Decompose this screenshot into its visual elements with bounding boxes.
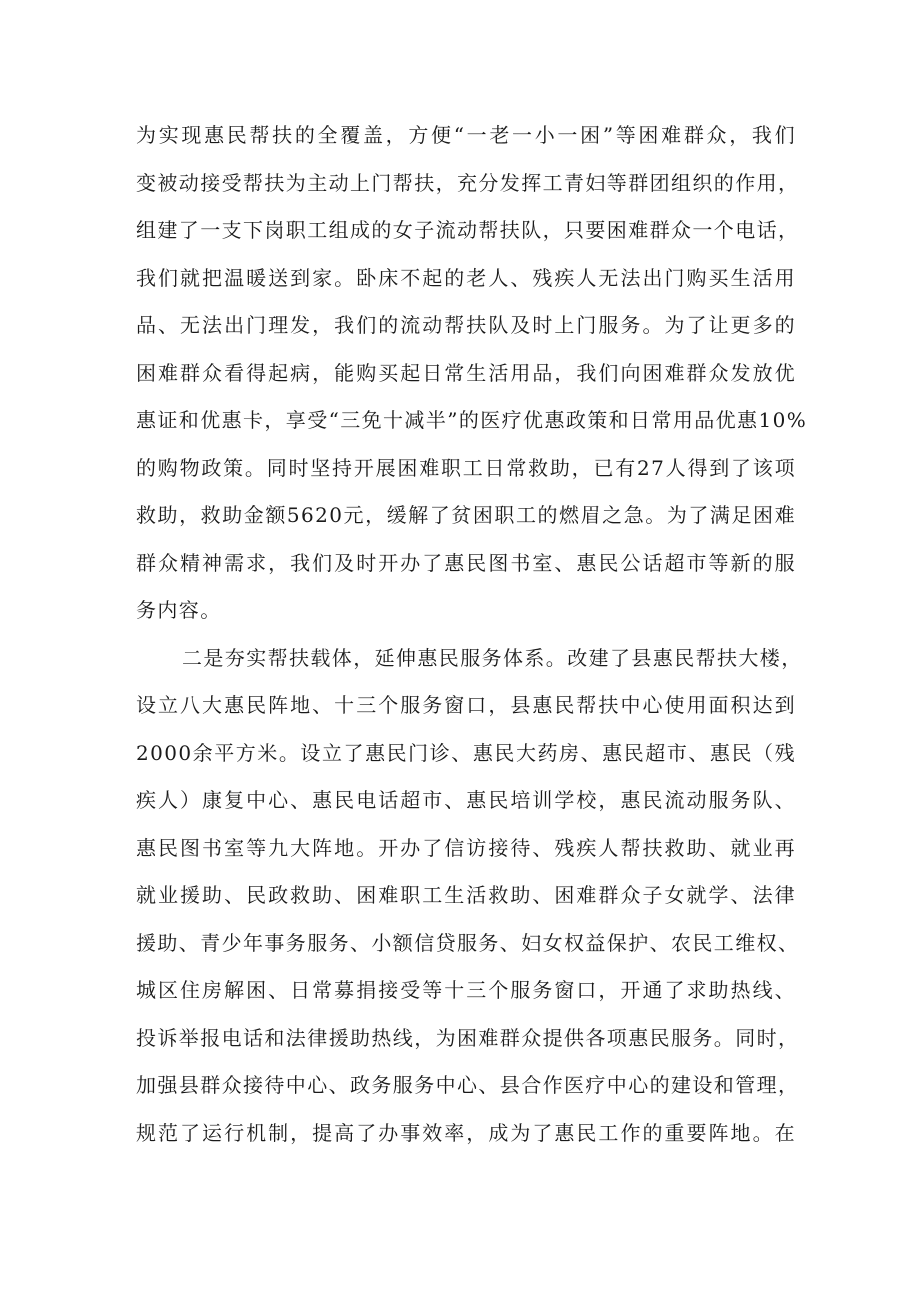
text-line: 品、无法出门理发，我们的流动帮扶队及时上门服务。为了让更多的	[136, 313, 796, 337]
text-line: 惠证和优惠卡，享受“三免十减半”的医疗优惠政策和日常用品优惠10%	[136, 408, 808, 432]
paragraph-1	[136, 112, 808, 635]
text-line: 务内容。	[136, 598, 222, 622]
text-line: 群众精神需求，我们及时开办了惠民图书室、惠民公话超市等新的服	[136, 550, 796, 575]
text-line: 困难群众看得起病，能购买起日常生活用品，我们向困难群众发放优	[136, 360, 796, 385]
text-line: 疾人）康复中心、惠民电话超市、惠民培训学校，惠民流动服务队、	[136, 788, 796, 812]
paragraph-2	[136, 635, 803, 1158]
text-line: 设立八大惠民阵地、十三个服务窗口，县惠民帮扶中心使用面积达到	[136, 693, 796, 717]
document-body	[136, 112, 808, 1157]
text-line: 变被动接受帮扶为主动上门帮扶，充分发挥工青妇等群团组织的作用，	[136, 170, 800, 195]
text-line: 2000余平方米。设立了惠民门诊、惠民大药房、惠民超市、惠民（残	[136, 740, 796, 765]
text-line: 城区住房解困、日常募捐接受等十三个服务窗口，开通了求助热线、	[136, 978, 796, 1002]
text-line: 规范了运行机制，提高了办事效率，成为了惠民工作的重要阵地。在	[136, 1120, 796, 1145]
text-line: 加强县群众接待中心、政务服务中心、县合作医疗中心的建设和管理，	[136, 1073, 800, 1097]
text-line: 我们就把温暖送到家。卧床不起的老人、残疾人无法出门购买生活用	[136, 265, 796, 290]
text-line: 就业援助、民政救助、困难职工生活救助、困难群众子女就学、法律	[136, 883, 796, 907]
text-line: 投诉举报电话和法律援助热线，为困难群众提供各项惠民服务。同时，	[136, 1025, 800, 1050]
text-line: 为实现惠民帮扶的全覆盖，方便“一老一小一困”等困难群众，我们	[136, 123, 796, 147]
text-line: 救助，救助金额5620元，缓解了贫困职工的燃眉之急。为了满足困难	[136, 503, 796, 527]
text-line: 的购物政策。同时坚持开展困难职工日常救助，已有27人得到了该项	[136, 455, 796, 480]
text-line: 二是夯实帮扶载体，延伸惠民服务体系。改建了县惠民帮扶大楼，	[182, 645, 803, 670]
text-line: 组建了一支下岗职工组成的女子流动帮扶队，只要困难群众一个电话，	[136, 218, 800, 242]
text-line: 惠民图书室等九大阵地。开办了信访接待、残疾人帮扶救助、就业再	[136, 835, 796, 860]
text-line: 援助、青少年事务服务、小额信贷服务、妇女权益保护、农民工维权、	[136, 930, 800, 955]
